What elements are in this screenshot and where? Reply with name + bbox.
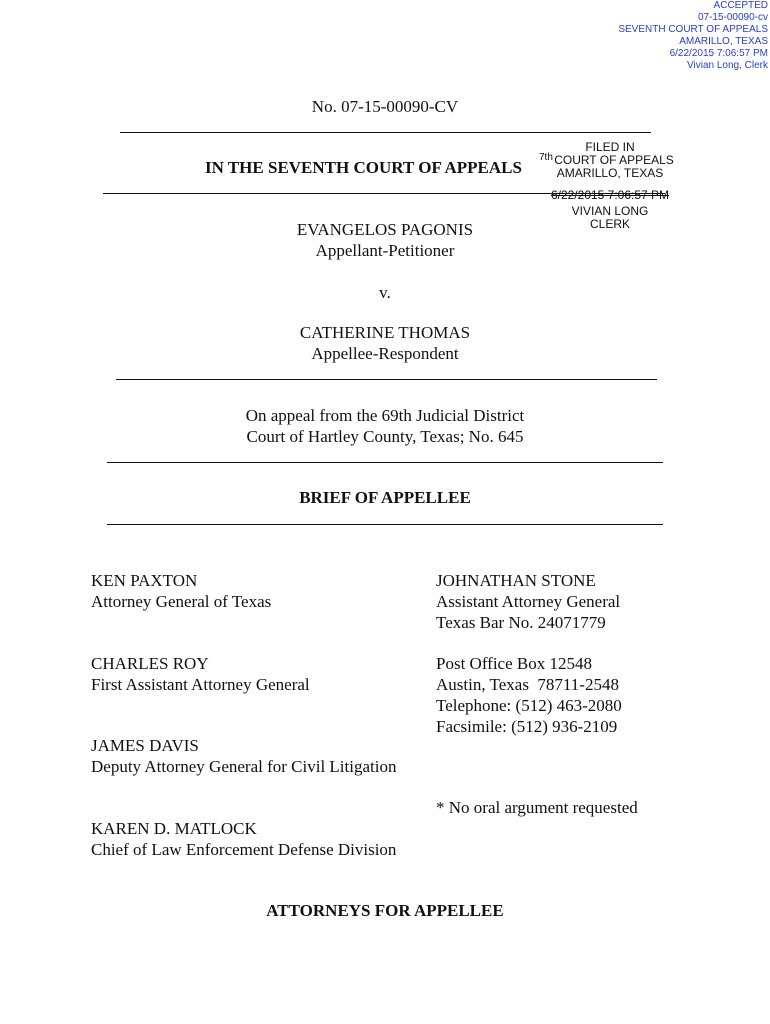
stamp-line: SEVENTH COURT OF APPEALS <box>618 24 768 35</box>
filed-label: FILED IN <box>585 140 635 154</box>
filed-clerk-name: VIVIAN LONG <box>571 204 649 218</box>
appeal-line-1: On appeal from the 69th Judicial District <box>245 406 525 425</box>
counsel-name: JOHNATHAN STONE <box>436 571 596 590</box>
divider <box>116 379 657 380</box>
appellee-name: CATHERINE THOMAS <box>299 323 471 342</box>
filed-court <box>535 154 685 167</box>
filed-city: AMARILLO, TEXAS <box>556 166 664 180</box>
counsel-title: Assistant Attorney General <box>436 592 621 611</box>
stamp-line: ACCEPTED <box>713 0 768 11</box>
attorneys-for-appellee: ATTORNEYS FOR APPELLEE <box>266 901 504 920</box>
filed-date: 6/22/2015 7:06:57 PM <box>550 188 670 202</box>
accepted-stamp <box>618 0 768 72</box>
telephone: Telephone: (512) 463-2080 <box>436 696 622 715</box>
versus: v. <box>379 283 391 302</box>
filed-court-name: COURT OF APPEALS <box>554 153 674 167</box>
stamp-line: 07-15-00090-cv <box>697 12 768 23</box>
divider <box>107 462 663 463</box>
attorney-title: Chief of Law Enforcement Defense Division <box>91 840 397 859</box>
attorney-name: KAREN D. MATLOCK <box>91 819 257 838</box>
appeal-line-2: Court of Hartley County, Texas; No. 645 <box>246 427 524 446</box>
divider <box>107 524 663 525</box>
stamp-line: AMARILLO, TEXAS <box>679 36 768 47</box>
counsel-contact <box>436 653 622 737</box>
appellee-role: Appellee-Respondent <box>311 344 459 363</box>
counsel-block <box>436 570 620 633</box>
attorney-title: Attorney General of Texas <box>91 592 272 611</box>
attorney-block <box>91 653 310 695</box>
document-title: BRIEF OF APPELLEE <box>299 488 471 507</box>
filed-clerk-title: CLERK <box>589 217 630 231</box>
attorney-name: KEN PAXTON <box>91 571 198 590</box>
case-number: No. 07-15-00090-CV <box>311 97 459 116</box>
court-heading: IN THE SEVENTH COURT OF APPEALS <box>205 158 522 177</box>
address-line-2: Austin, Texas 78711-2548 <box>436 675 619 694</box>
stamp-line: Vivian Long, Clerk <box>687 60 768 71</box>
attorney-name: JAMES DAVIS <box>91 736 199 755</box>
filed-stamp <box>535 141 685 231</box>
attorney-block <box>91 818 396 860</box>
stamp-line: 6/22/2015 7:06:57 PM <box>669 48 768 59</box>
attorney-block <box>91 735 396 777</box>
attorney-name: CHARLES ROY <box>91 654 209 673</box>
attorney-title: First Assistant Attorney General <box>91 675 310 694</box>
appellant-name: EVANGELOS PAGONIS <box>296 220 474 239</box>
address-line-1: Post Office Box 12548 <box>436 654 592 673</box>
counsel-bar-number: Texas Bar No. 24071779 <box>436 613 606 632</box>
filed-court-sup: 7th <box>539 152 553 163</box>
divider <box>120 132 651 133</box>
attorney-block <box>91 570 271 612</box>
appellant-role: Appellant-Petitioner <box>315 241 455 260</box>
attorney-title: Deputy Attorney General for Civil Litigation <box>91 757 397 776</box>
facsimile: Facsimile: (512) 936-2109 <box>436 717 618 736</box>
oral-argument-note: * No oral argument requested <box>436 798 638 817</box>
